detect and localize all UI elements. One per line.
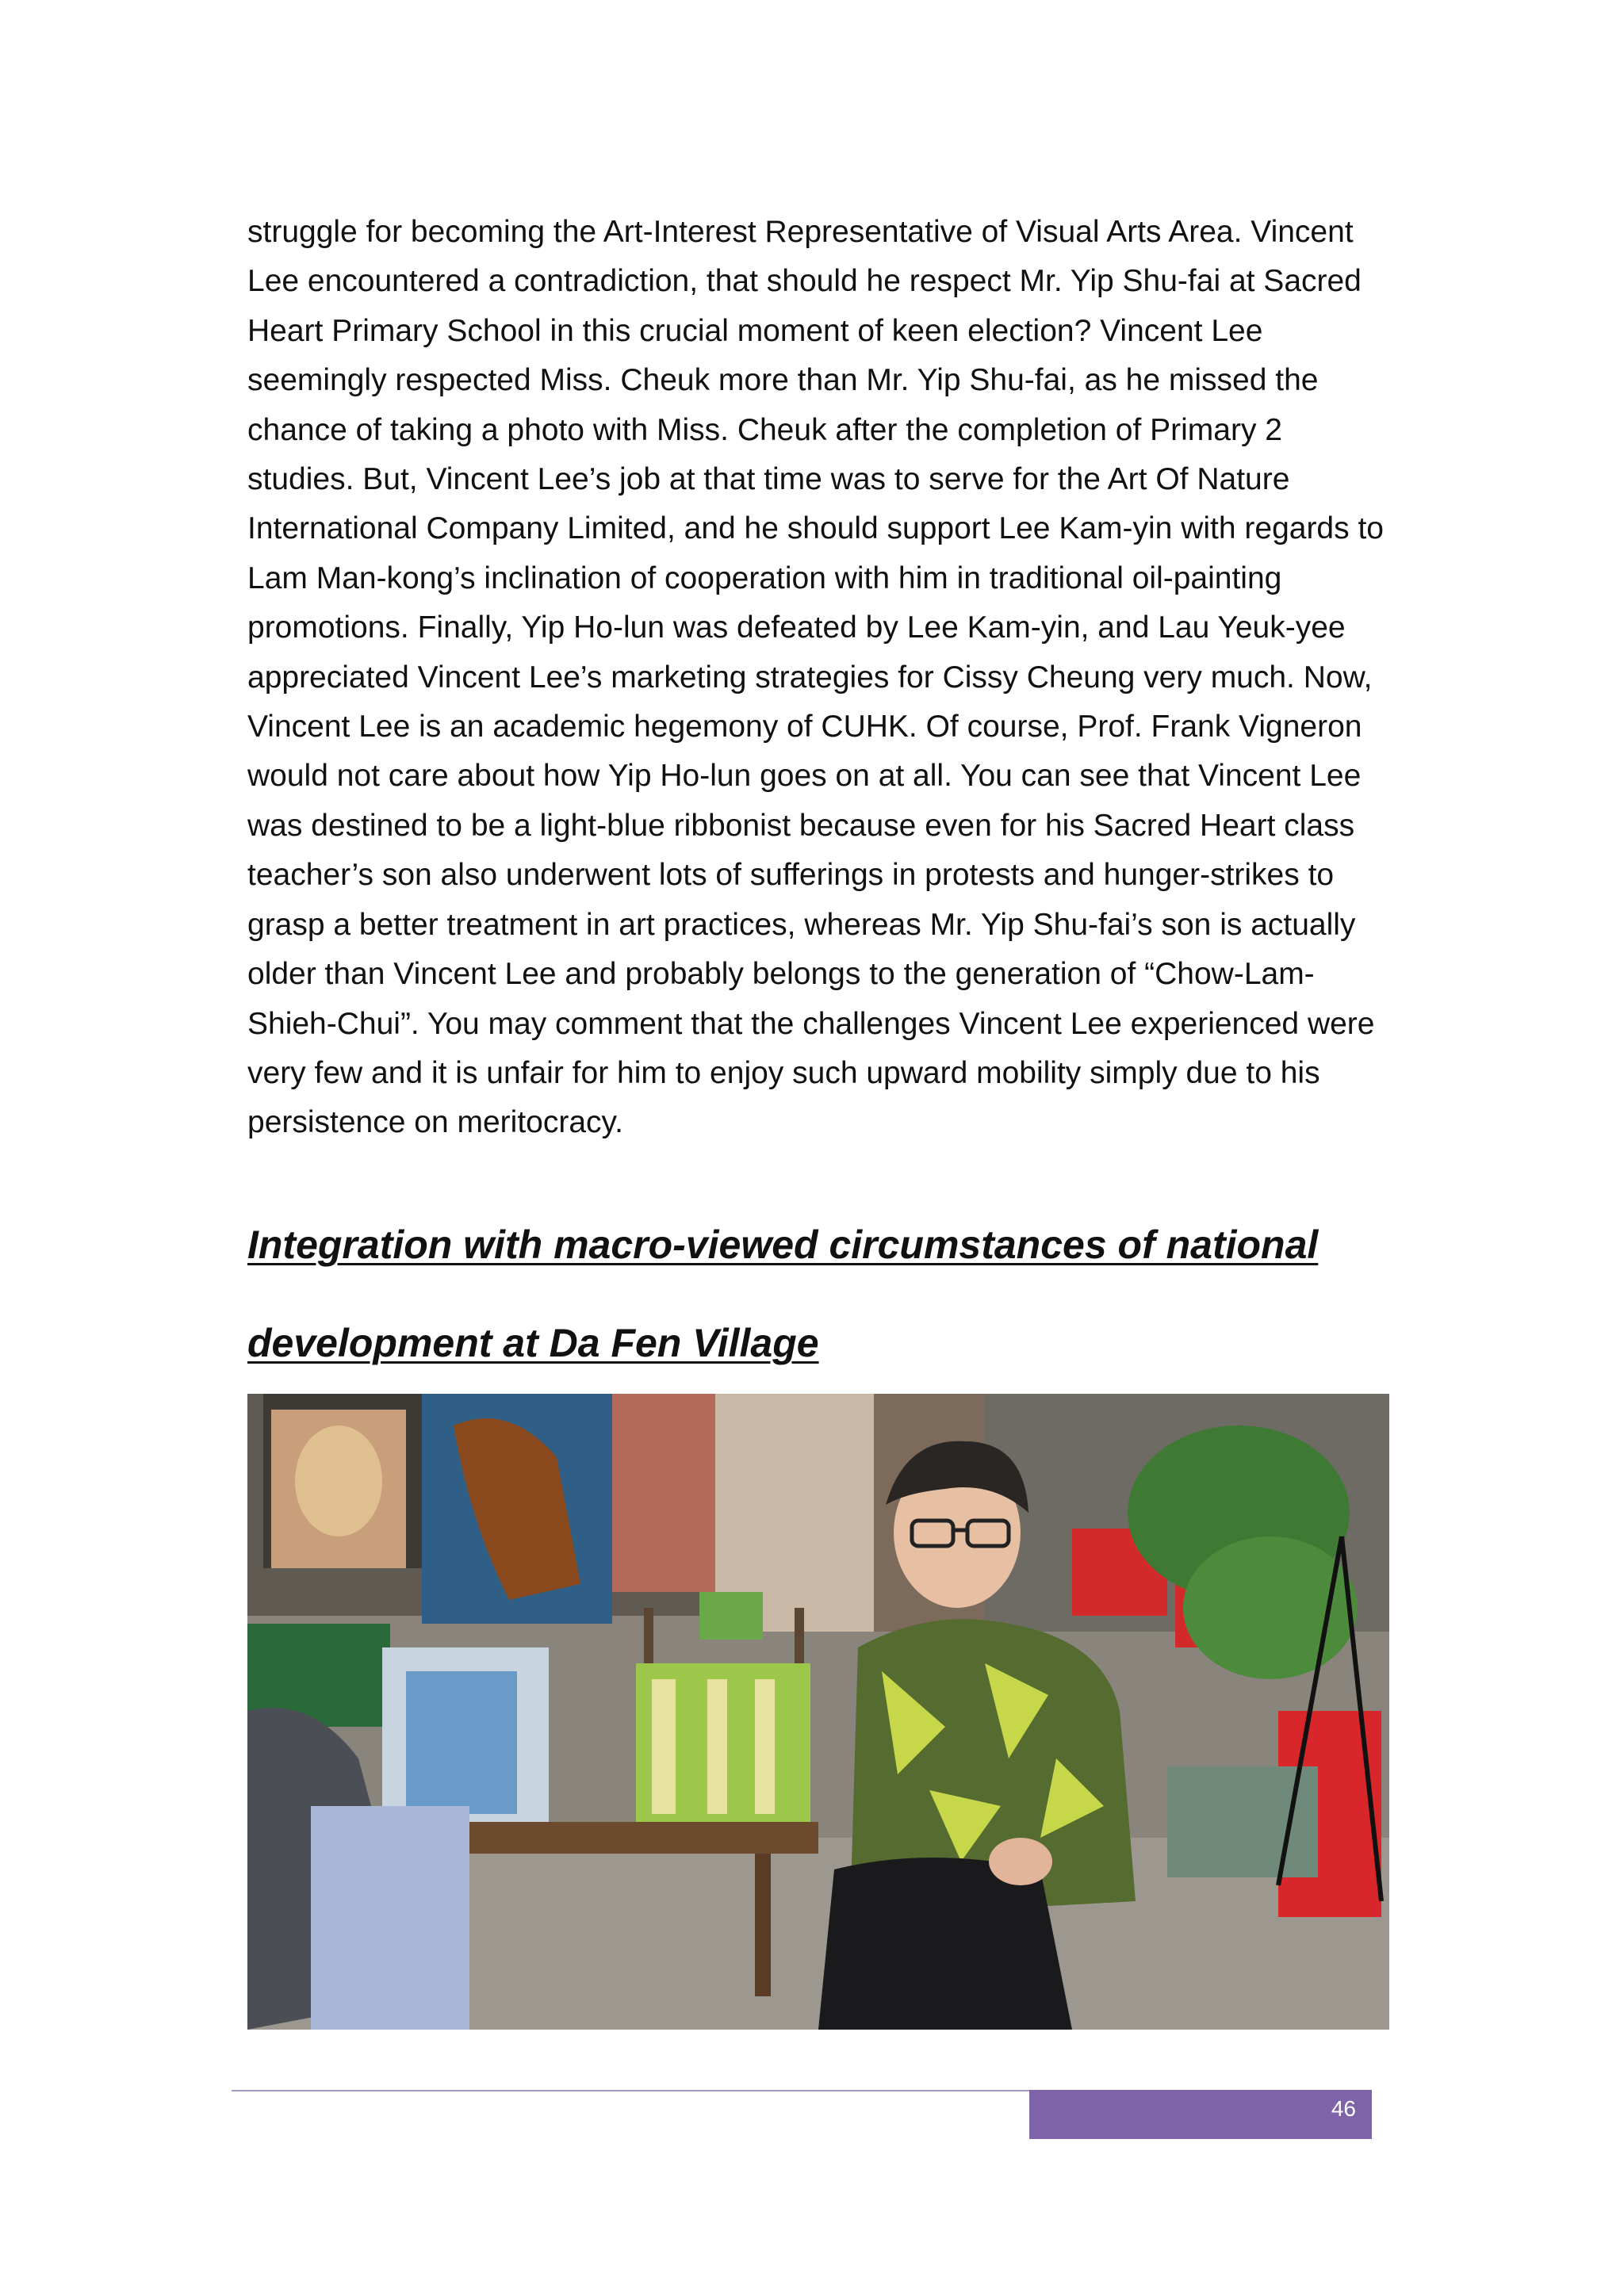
body-paragraph: struggle for becoming the Art-Interest Representative of Visual Arts Area. Vincent Lee encountered a contradiction, that should he respect Mr. Yip Shu-fai at Sacred Heart Primary School in this crucial moment of keen election? Vincent Lee seemingly respected Miss. Cheuk more than Mr. Yip Shu-fai, as he missed the chance of taking a photo with Miss. Cheuk after the completion of Primary 2 studies. But, Vincent Lee’s job at that time was to serve for the Art Of Nature International Company Limited, and he should support Lee Kam-yin with regards to Lam Man-kong’s inclination of cooperation with him in traditional oil-painting promotions. Finally, Yip Ho-lun was defeated by Lee Kam-yin, and Lau Yeuk-yee appreciated Vincent Lee’s marketing strategies for Cissy Cheung very much. Now, Vincent Lee is an academic hegemony of CUHK. Of course, Prof. Frank Vigneron would not care about how Yip Ho-lun goes on at all. You can see that Vincent Lee was destined to be a light-blue ribbonist because even for his Sacred Heart class teacher’s son also underwent lots of sufferings in protests and hunger-strikes to grasp a better treatment in art practices, whereas Mr. Yip Shu-fai’s son is actually older than Vincent Lee and probably belongs to the generation of “Chow-Lam-Shieh-Chui”. You may comment that the challenges Vincent Lee experienced were very few and it is unfair for him to enjoy such upward mobility simply due to his persistence on meritocracy. [247, 215, 1384, 1140]
section-heading-line-2: development at Da Fen Village [247, 1321, 819, 1365]
section-heading-line-1: Integration with macro-viewed circumstances of national [247, 1223, 1319, 1267]
page-number-box [1029, 2090, 1372, 2139]
street-painting-photo [247, 1394, 1389, 2030]
page-number: 46 [1331, 2096, 1356, 2121]
